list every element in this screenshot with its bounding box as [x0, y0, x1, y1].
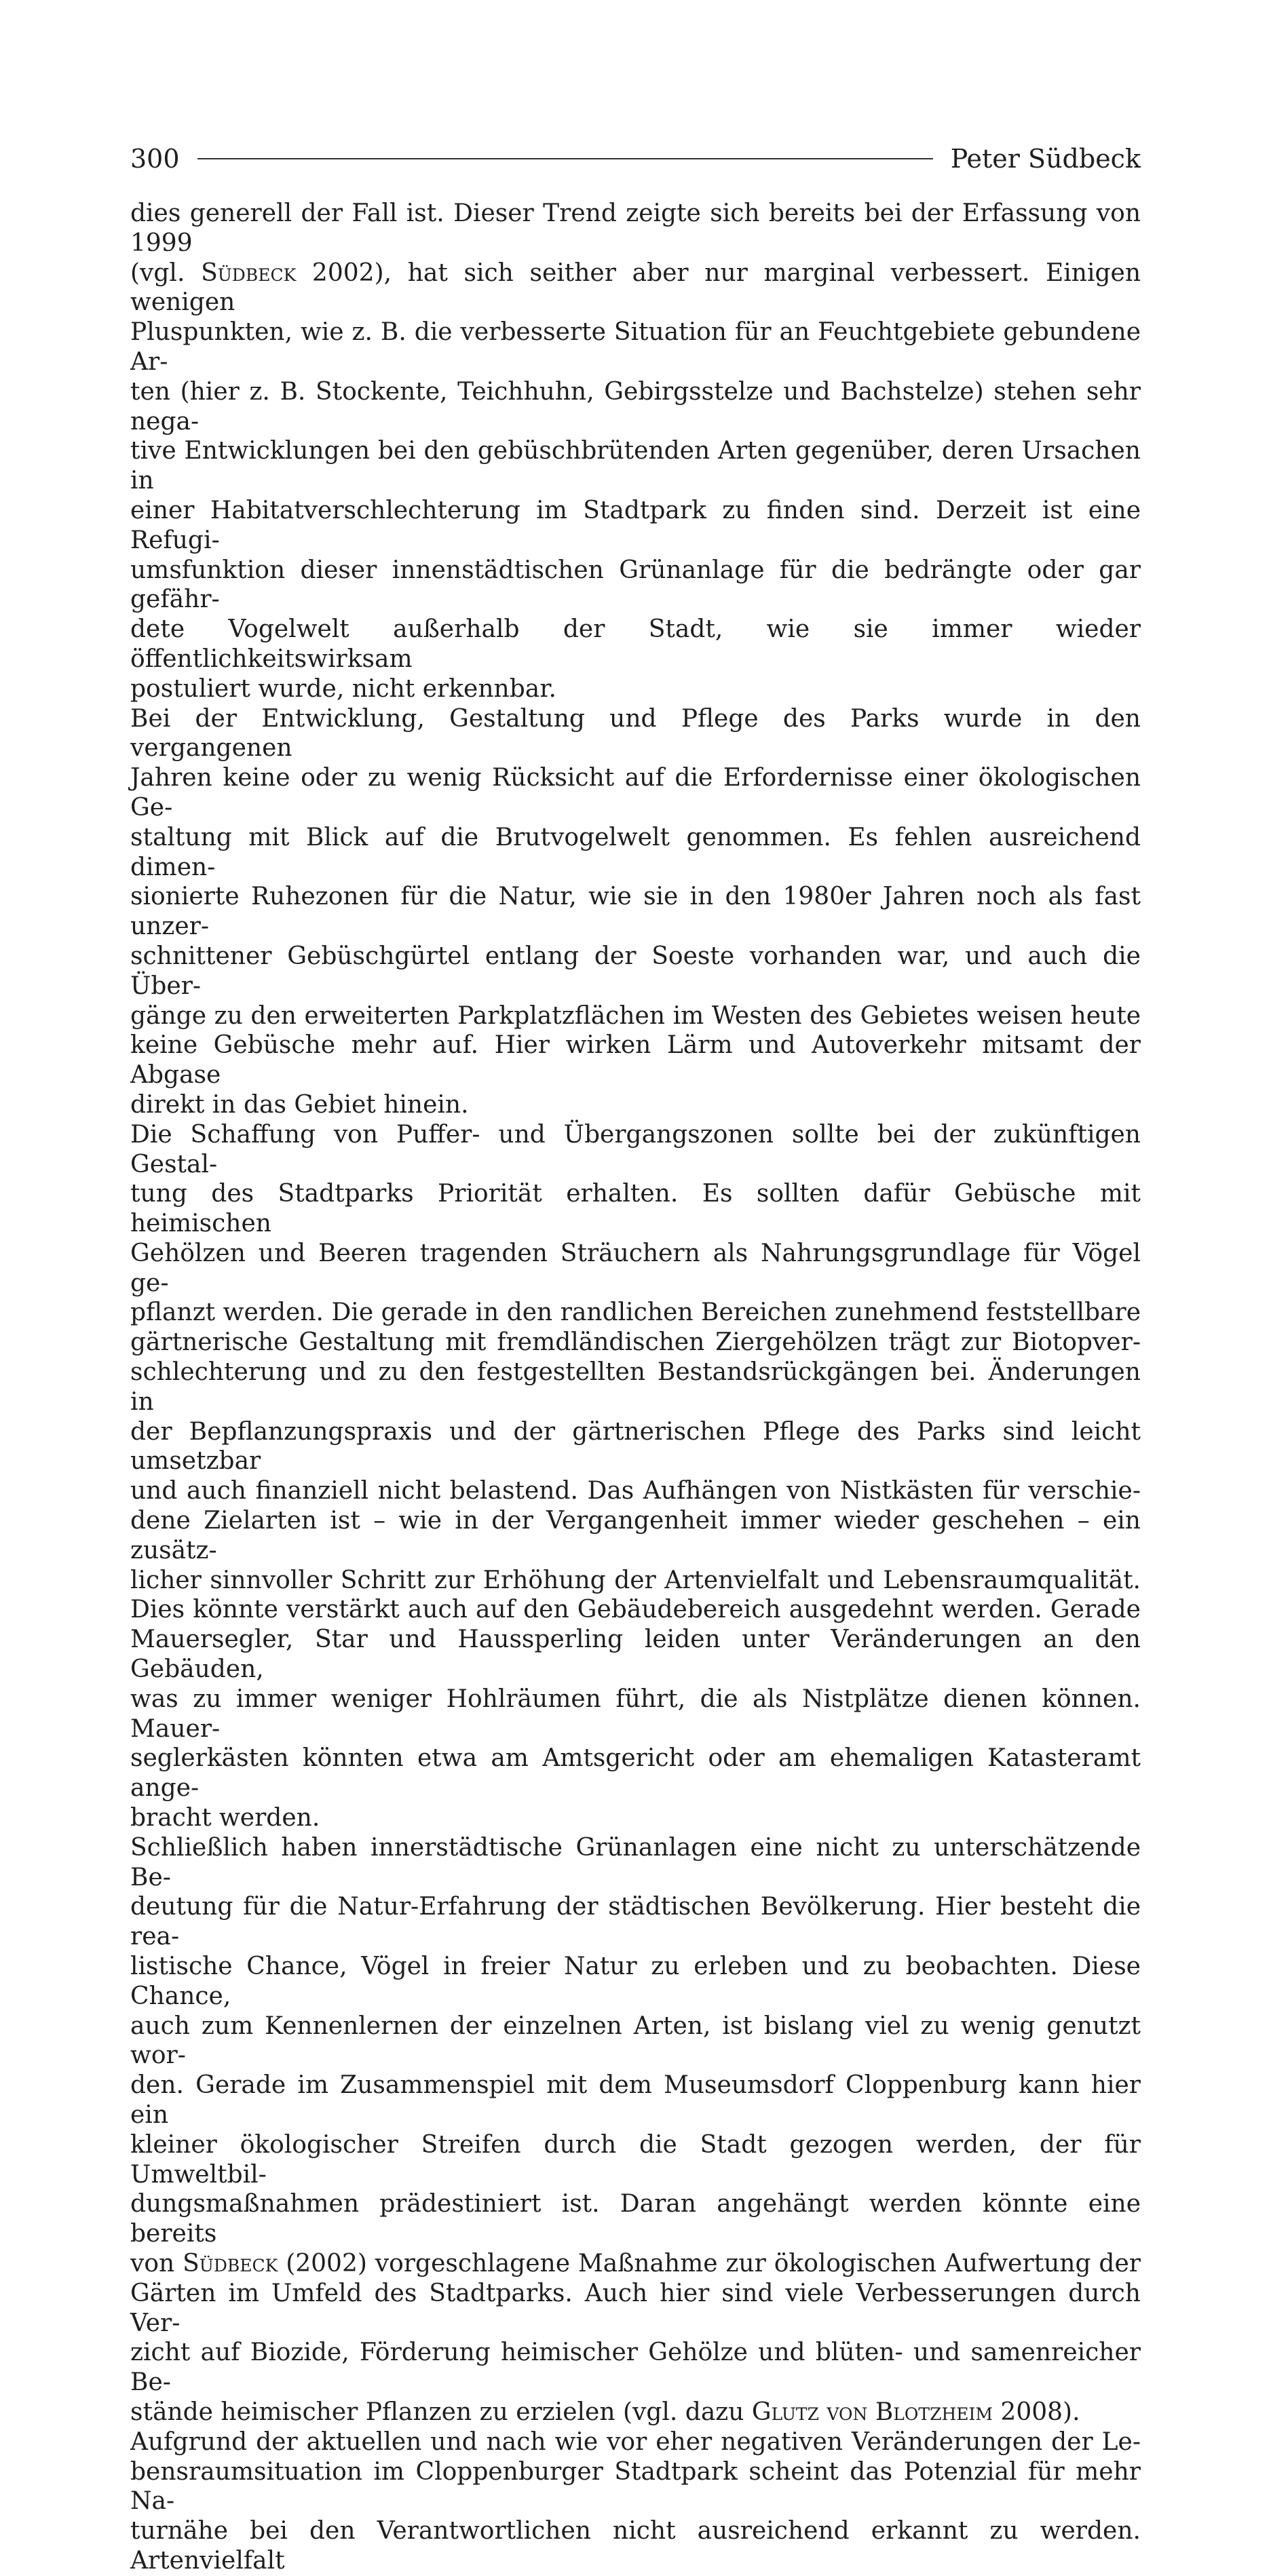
- text-line: seglerkästen könnten etwa am Amtsgericht oder am ehemaligen Katasteramt ange-: [130, 1744, 1141, 1803]
- text-line: gänge zu den erweiterten Parkplatzflächen im Westen des Gebietes weisen heute: [130, 1001, 1141, 1030]
- text-line: dene Zielarten ist – wie in der Vergangenheit immer wieder geschehen – ein zusätz-: [130, 1507, 1141, 1564]
- text-line: dungsmaßnahmen prädestiniert ist. Daran angehängt werden könnte eine bereits: [130, 2190, 1141, 2248]
- text-line: direkt in das Gebiet hinein.: [130, 1090, 469, 1119]
- text-line: staltung mit Blick auf die Brutvogelwelt genommen. Es fehlen ausreichend dimen-: [130, 823, 1141, 881]
- text-line: Die Schaffung von Puffer- und Übergangszonen sollte bei der zukünftigen Gestal-: [130, 1120, 1141, 1178]
- text-line: umsfunktion dieser innenstädtischen Grünanlage für die bedrängte oder gar gefähr-: [130, 556, 1141, 614]
- paragraph: [130, 2427, 1141, 2576]
- text-line: Dies könnte verstärkt auch auf den Gebäudebereich ausgedehnt werden. Gerade: [130, 1596, 1141, 1624]
- text-line: licher sinnvoller Schritt zur Erhöhung der Artenvielfalt und Lebensraumqualität.: [130, 1566, 1141, 1594]
- page-number: 300: [130, 144, 180, 174]
- text-line: den. Gerade im Zusammenspiel mit dem Museumsdorf Cloppenburg kann hier ein: [130, 2071, 1141, 2129]
- paragraph: [130, 1120, 1141, 1833]
- text-line: Gehölzen und Beeren tragenden Sträuchern als Nahrungsgrundlage für Vögel ge-: [130, 1239, 1141, 1297]
- text-line: (vgl. Südbeck 2002), hat sich seither aber nur marginal verbessert. Einigen wenigen: [130, 258, 1141, 317]
- text-line: deutung für die Natur-Erfahrung der städtischen Bevölkerung. Hier besteht die rea-: [130, 1893, 1141, 1951]
- text-line: tive Entwicklungen bei den gebüschbrütenden Arten gegenüber, deren Ursachen in: [130, 437, 1141, 495]
- small-caps-name: Glutz von Blotzheim: [751, 2398, 993, 2426]
- text-line: gärtnerische Gestaltung mit fremdländischen Ziergehölzen trägt zur Biotopver-: [130, 1328, 1141, 1357]
- text-line: sionierte Ruhezonen für die Natur, wie sie in den 1980er Jahren noch als fast unzer-: [130, 883, 1141, 941]
- running-author: Peter Südbeck: [950, 144, 1141, 174]
- text-line: auch zum Kennenlernen der einzelnen Arten, ist bislang viel zu wenig genutzt wor-: [130, 2012, 1141, 2070]
- text-line: und auch finanziell nicht belastend. Das Aufhängen von Nistkästen für verschie-: [130, 1477, 1141, 1505]
- text-line: postuliert wurde, nicht erkennbar.: [130, 674, 556, 703]
- paragraph: [130, 704, 1141, 1120]
- text-line: Bei der Entwicklung, Gestaltung und Pflege des Parks wurde in den vergangenen: [130, 704, 1141, 763]
- text-line: Mauersegler, Star und Haussperling leiden unter Veränderungen an den Gebäuden,: [130, 1626, 1141, 1684]
- body-text: [130, 199, 1141, 2576]
- text-line: turnähe bei den Verantwortlichen nicht ausreichend erkannt zu werden. Artenvielfalt: [130, 2517, 1141, 2575]
- text-line: der Bepflanzungspraxis und der gärtnerischen Pflege des Parks sind leicht umsetzbar: [130, 1417, 1141, 1476]
- running-header: [130, 138, 1141, 179]
- text-line: stände heimischer Pflanzen zu erzielen (vgl. dazu Glutz von Blotzheim 2008).: [130, 2398, 1080, 2426]
- text-line: schnittener Gebüschgürtel entlang der Soeste vorhanden war, und auch die Über-: [130, 942, 1141, 1000]
- paragraph: [130, 1833, 1141, 2427]
- text-line: Aufgrund der aktuellen und nach wie vor eher negativen Veränderungen der Le-: [130, 2427, 1141, 2456]
- text-line: listische Chance, Vögel in freier Natur zu erleben und zu beobachten. Diese Chance,: [130, 1953, 1141, 2010]
- text-line: von Südbeck (2002) vorgeschlagene Maßnahme zur ökologischen Aufwertung der: [130, 2249, 1141, 2277]
- text-line: tung des Stadtparks Priorität erhalten. Es sollten dafür Gebüsche mit heimischen: [130, 1180, 1141, 1238]
- text-line: bracht werden.: [130, 1804, 320, 1832]
- text-line: was zu immer weniger Hohlräumen führt, die als Nistplätze dienen können. Mauer-: [130, 1685, 1141, 1743]
- text-line: keine Gebüsche mehr auf. Hier wirken Lärm und Autoverkehr mitsamt der Abgase: [130, 1031, 1141, 1090]
- text-line: zicht auf Biozide, Förderung heimischer Gehölze und blüten- und samenreicher Be-: [130, 2339, 1141, 2397]
- paragraph: [130, 199, 1141, 704]
- text-line: kleiner ökologischer Streifen durch die Stadt gezogen werden, der für Umweltbil-: [130, 2130, 1141, 2189]
- text-line: dete Vogelwelt außerhalb der Stadt, wie sie immer wieder öffentlichkeitswirksam: [130, 615, 1141, 673]
- text-line: Gärten im Umfeld des Stadtparks. Auch hier sind viele Verbesserungen durch Ver-: [130, 2279, 1141, 2337]
- text-line: Pluspunkten, wie z. B. die verbesserte Situation für an Feuchtgebiete gebundene Ar-: [130, 318, 1141, 376]
- text-line: Schließlich haben innerstädtische Grünanlagen eine nicht zu unterschätzende Be-: [130, 1833, 1141, 1891]
- text-line: dies generell der Fall ist. Dieser Trend zeigte sich bereits bei der Erfassung von 1999: [130, 199, 1141, 257]
- text-line: Jahren keine oder zu wenig Rücksicht auf die Erfordernisse einer ökologischen Ge-: [130, 764, 1141, 822]
- header-rule: [197, 158, 933, 159]
- text-line: einer Habitatverschlechterung im Stadtpark zu finden sind. Derzeit ist eine Refugi-: [130, 496, 1141, 554]
- text-line: schlechterung und zu den festgestellten Bestandsrückgängen bei. Änderungen in: [130, 1358, 1141, 1416]
- small-caps-name: Südbeck: [183, 2249, 278, 2277]
- text-line: ten (hier z. B. Stockente, Teichhuhn, Gebirgsstelze und Bachstelze) stehen sehr nega-: [130, 377, 1141, 436]
- text-line: pflanzt werden. Die gerade in den randlichen Bereichen zunehmend feststellbare: [130, 1299, 1141, 1327]
- small-caps-name: Südbeck: [201, 258, 297, 287]
- text-line: bensraumsituation im Cloppenburger Stadtpark scheint das Potenzial für mehr Na-: [130, 2457, 1141, 2516]
